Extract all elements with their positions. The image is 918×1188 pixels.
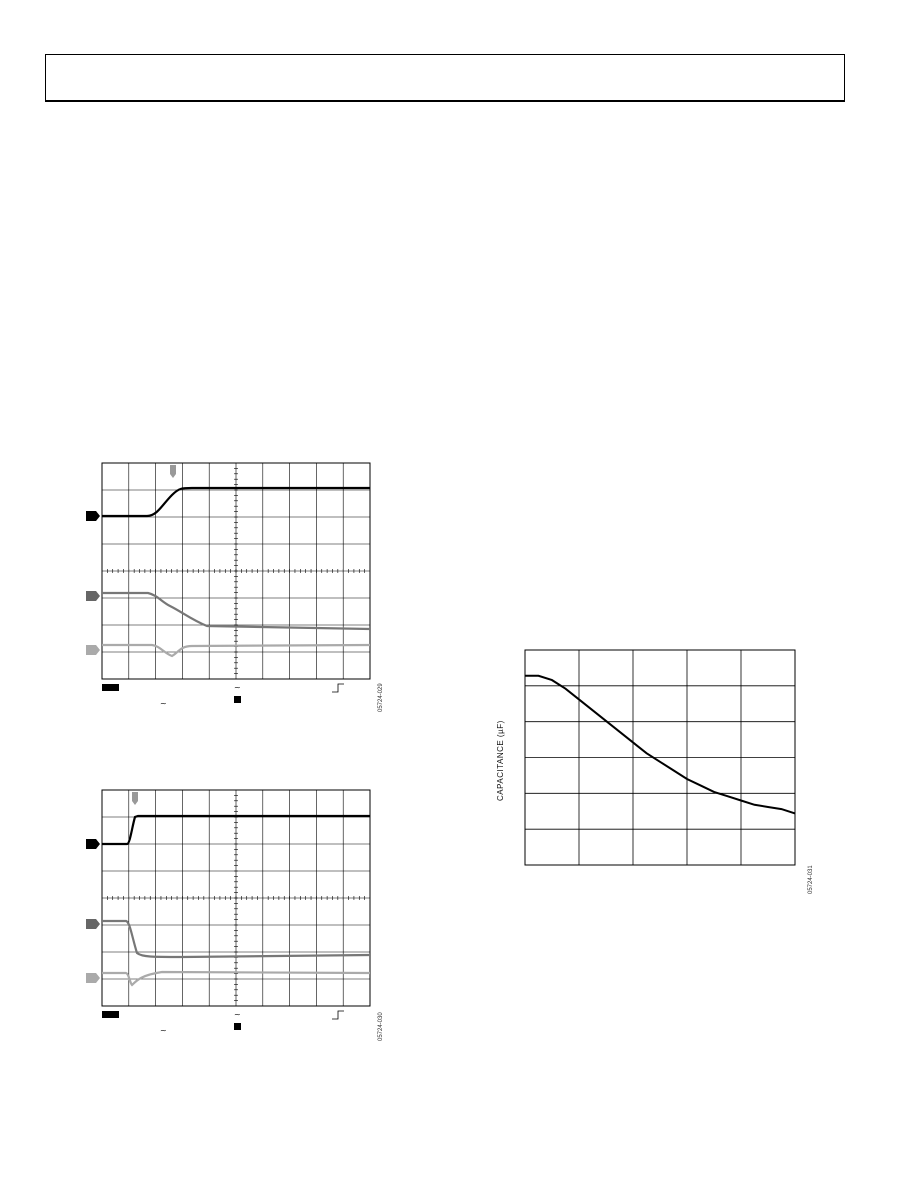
capacitance-y-axis-label: CAPACITANCE (µF) bbox=[496, 720, 505, 801]
channel-3-marker-icon bbox=[86, 645, 100, 655]
scope-bottom-tilde-1: ~ bbox=[160, 1026, 167, 1035]
channel-3-marker-icon bbox=[86, 973, 100, 983]
scope-top-readout-block bbox=[102, 684, 119, 691]
channel-2-marker-icon bbox=[86, 919, 100, 929]
trigger-edge-icon bbox=[332, 684, 344, 692]
capacitance-chart-svg bbox=[490, 640, 830, 910]
scope-capture-top bbox=[82, 460, 392, 730]
channel-2-marker-icon bbox=[86, 591, 100, 601]
scope-capture-bottom bbox=[82, 787, 392, 1057]
figure-code-bottom: 05724-030 bbox=[378, 1012, 384, 1041]
scope-bottom-tilde-2: ~ bbox=[234, 1010, 241, 1019]
scope-top-tilde-2: ~ bbox=[234, 683, 241, 692]
trigger-edge-icon bbox=[332, 1011, 344, 1019]
scope-top-readout-square bbox=[234, 696, 241, 703]
capacitance-chart bbox=[490, 640, 830, 910]
channel-1-marker-icon bbox=[86, 839, 100, 849]
scope-bottom-svg bbox=[82, 787, 392, 1057]
page-header-box bbox=[45, 54, 845, 102]
scope-bottom-readout-square bbox=[234, 1023, 241, 1030]
figure-code-top: 05724-029 bbox=[378, 683, 384, 712]
scope-top-svg bbox=[82, 460, 392, 730]
scope-top-tilde-1: ~ bbox=[160, 699, 167, 708]
figure-code-capacitance: 05724-031 bbox=[808, 865, 814, 894]
scope-bottom-readout-block bbox=[102, 1011, 119, 1018]
channel-1-marker-icon bbox=[86, 511, 100, 521]
